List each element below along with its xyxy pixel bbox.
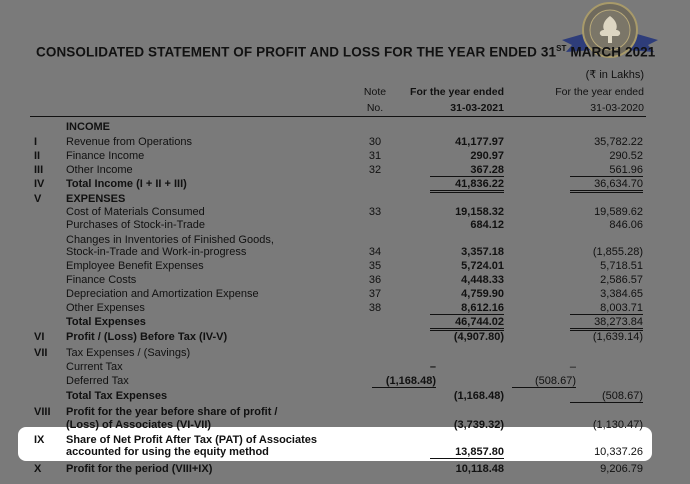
- row-label: Current Tax: [66, 361, 123, 373]
- current-year-value: 10,118.48: [455, 463, 504, 475]
- note-number: 37: [368, 288, 382, 300]
- current-year-header: For the year ended: [410, 86, 504, 98]
- row-label: Finance Income: [66, 150, 145, 162]
- current-year-value: 367.28: [430, 164, 504, 177]
- current-year-value: (4,907.80): [453, 331, 504, 343]
- row-label: Total Expenses: [66, 316, 146, 328]
- row-label: Finance Costs: [66, 274, 137, 286]
- row-number: IX: [34, 434, 45, 446]
- current-year-value: (3,739.32): [453, 419, 504, 431]
- row-label: Other Expenses: [66, 302, 145, 314]
- row-label: Changes in Inventories of Finished Goods,: [66, 234, 274, 246]
- previous-year-value: (1,130.47): [592, 419, 643, 431]
- row-number: VI: [34, 331, 45, 343]
- current-year-value: 290.97: [470, 150, 504, 162]
- previous-year-value: 5,718.51: [600, 260, 643, 272]
- row-label: Profit / (Loss) Before Tax (IV-V): [66, 331, 228, 343]
- row-label: (Loss) of Associates (VI-VII): [66, 419, 212, 431]
- row-label: INCOME: [66, 121, 110, 133]
- note-no-header: No.: [366, 102, 384, 114]
- previous-year-value: 9,206.79: [600, 463, 643, 475]
- row-label: Depreciation and Amortization Expense: [66, 288, 259, 300]
- previous-year-date: 31-03-2020: [590, 102, 644, 114]
- previous-year-sub-value: –: [569, 361, 576, 373]
- current-year-value: 19,158.32: [455, 206, 504, 218]
- row-number: I: [34, 136, 38, 148]
- row-number: VIII: [34, 406, 51, 418]
- row-label: Share of Net Profit After Tax (PAT) of Associates: [66, 434, 318, 446]
- note-number: 35: [368, 260, 382, 272]
- previous-year-value: 2,586.57: [600, 274, 643, 286]
- row-label: Employee Benefit Expenses: [66, 260, 204, 272]
- row-number: IV: [34, 178, 45, 190]
- previous-year-value: 290.52: [609, 150, 643, 162]
- row-number: III: [34, 164, 44, 176]
- page-title: CONSOLIDATED STATEMENT OF PROFIT AND LOSS FOR THE YEAR ENDED 31ST MARCH 2021: [36, 44, 656, 60]
- previous-year-value: (1,855.28): [592, 246, 643, 258]
- row-label: Total Income (I + II + III): [66, 178, 187, 190]
- previous-year-value: 35,782.22: [594, 136, 643, 148]
- previous-year-value: (1,639.14): [592, 331, 643, 343]
- row-number: VII: [34, 347, 48, 359]
- current-year-value: 41,177.97: [455, 136, 504, 148]
- current-year-value: 3,357.18: [461, 246, 504, 258]
- previous-year-value: 10,337.26: [594, 446, 643, 458]
- note-number: 31: [368, 150, 382, 162]
- current-year-value: 8,612.16: [430, 302, 504, 315]
- row-label: Profit for the year before share of profit /: [66, 406, 278, 418]
- row-label: Tax Expenses / (Savings): [66, 347, 191, 359]
- currency-unit: (₹ in Lakhs): [585, 69, 644, 81]
- note-number: 34: [368, 246, 382, 258]
- previous-year-sub-value: (508.67): [512, 375, 576, 388]
- previous-year-value: 36,634.70: [570, 178, 643, 193]
- current-year-date: 31-03-2021: [450, 102, 504, 114]
- previous-year-value: 8,003.71: [570, 302, 643, 315]
- current-year-value: (1,168.48): [453, 390, 504, 402]
- previous-year-value: 3,384.65: [600, 288, 643, 300]
- current-year-value: 5,724.01: [461, 260, 504, 272]
- row-label: EXPENSES: [66, 193, 126, 205]
- row-number: II: [34, 150, 41, 162]
- note-number: 33: [368, 206, 382, 218]
- row-label: Total Tax Expenses: [66, 390, 168, 402]
- row-label: Cost of Materials Consumed: [66, 206, 205, 218]
- previous-year-value: 19,589.62: [594, 206, 643, 218]
- row-label: Profit for the period (VIII+IX): [66, 463, 213, 475]
- row-label: accounted for using the equity method: [66, 446, 269, 458]
- note-header: Note: [363, 86, 387, 98]
- previous-year-value: 846.06: [609, 219, 643, 231]
- row-label: Stock-in-Trade and Work-in-progress: [66, 246, 247, 258]
- row-label: Deferred Tax: [66, 375, 129, 387]
- current-year-value: 4,448.33: [461, 274, 504, 286]
- previous-year-value: (508.67): [570, 390, 643, 403]
- previous-year-value: 561.96: [570, 164, 643, 177]
- note-number: 30: [368, 136, 382, 148]
- current-year-value: 684.12: [470, 219, 504, 231]
- row-label: Other Income: [66, 164, 133, 176]
- row-label: Purchases of Stock-in-Trade: [66, 219, 205, 231]
- row-label: Revenue from Operations: [66, 136, 192, 148]
- previous-year-value: 38,273.84: [570, 316, 643, 331]
- current-year-value: 4,759.90: [461, 288, 504, 300]
- current-year-value: 41,836.22: [430, 178, 504, 193]
- previous-year-header: For the year ended: [555, 86, 644, 98]
- current-year-value: 46,744.02: [430, 316, 504, 331]
- current-year-value: 13,857.80: [430, 446, 504, 459]
- note-number: 36: [368, 274, 382, 286]
- note-number: 32: [368, 164, 382, 176]
- current-year-sub-value: –: [429, 361, 436, 373]
- note-number: 38: [368, 302, 382, 314]
- row-number: V: [34, 193, 42, 205]
- current-year-sub-value: (1,168.48): [372, 375, 436, 388]
- row-number: X: [34, 463, 42, 475]
